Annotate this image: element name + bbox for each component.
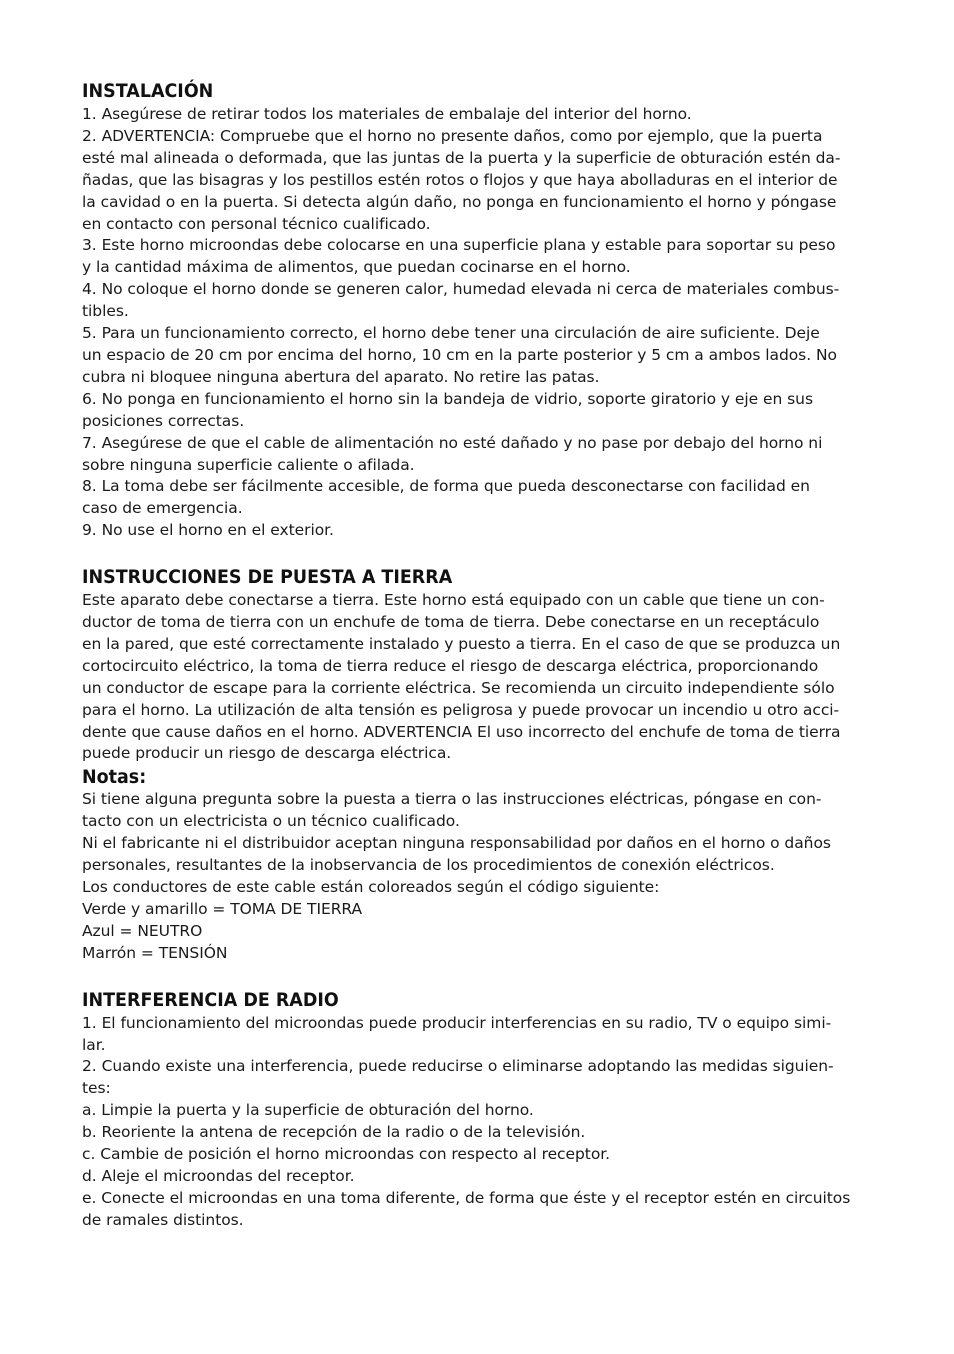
text-line: un espacio de 20 cm por encima del horno, 10 cm en la parte posterior y 5 cm a ambos lados. No <box>82 345 837 364</box>
text-line: Los conductores de este cable están coloreados según el código siguiente: <box>82 878 660 896</box>
section-body <box>82 590 882 765</box>
text-line: tes: <box>82 1079 111 1098</box>
section-notas <box>82 765 882 964</box>
text-line: Azul = NEUTRO <box>82 921 203 940</box>
section-spacer <box>82 542 882 564</box>
section-body <box>82 104 882 542</box>
text-line: en contacto con personal técnico cualificado. <box>82 214 431 233</box>
section-title: INSTALACIÓN <box>82 80 214 102</box>
section-puesta-a-tierra <box>82 564 882 765</box>
text-line: a. Limpie la puerta y la superficie de obturación del horno. <box>82 1101 534 1120</box>
text-line: la cavidad o en la puerta. Si detecta algún daño, no ponga en funcionamiento el horno y póngase <box>82 192 837 211</box>
text-line: cubra ni bloquee ninguna abertura del aparato. No retire las patas. <box>82 367 600 386</box>
text-line: 1. Asegúrese de retirar todos los materiales de embalaje del interior del horno. <box>82 105 692 123</box>
text-line: posiciones correctas. <box>82 411 245 430</box>
text-line: 7. Asegúrese de que el cable de alimentación no esté dañado y no pase por debajo del horno ni <box>82 433 823 452</box>
section-interferencia-radio <box>82 987 882 1232</box>
text-line: ductor de toma de tierra con un enchufe de toma de tierra. Debe conectarse en un receptáculo <box>82 613 820 632</box>
text-line: Ni el fabricante ni el distribuidor aceptan ninguna responsabilidad por daños en el horno o daños <box>82 834 831 853</box>
section-body <box>82 789 882 964</box>
text-line: para el horno. La utilización de alta tensión es peligrosa y puede provocar un incendio u otro acci- <box>82 700 840 719</box>
text-line: c. Cambie de posición el horno microondas con respecto al receptor. <box>82 1145 611 1164</box>
section-instalacion <box>82 78 882 542</box>
section-title: INTERFERENCIA DE RADIO <box>82 988 339 1011</box>
text-line: 3. Este horno microondas debe colocarse en una superficie plana y estable para soportar su peso <box>82 236 836 255</box>
text-line: dente que cause daños en el horno. ADVERTENCIA El uso incorrecto del enchufe de toma de tierra <box>82 722 841 741</box>
text-line: tacto con un electricista o un técnico cualificado. <box>82 812 460 831</box>
notes-title: Notas: <box>82 766 147 789</box>
text-line: Si tiene alguna pregunta sobre la puesta a tierra o las instrucciones eléctricas, póngase en con- <box>82 790 822 809</box>
text-line: 9. No use el horno en el exterior. <box>82 521 334 540</box>
text-line: Verde y amarillo = TOMA DE TIERRA <box>82 899 363 918</box>
text-line: cortocircuito eléctrico, la toma de tierra reduce el riesgo de descarga eléctrica, proporcionando <box>82 656 819 675</box>
text-line: d. Aleje el microondas del receptor. <box>82 1166 355 1185</box>
text-line: 5. Para un funcionamiento correcto, el horno debe tener una circulación de aire suficiente. Deje <box>82 324 820 343</box>
text-line: 2. Cuando existe una interferencia, puede reducirse o eliminarse adoptando las medidas siguien- <box>82 1057 834 1076</box>
text-line: de ramales distintos. <box>82 1210 244 1229</box>
text-line: y la cantidad máxima de alimentos, que puedan cocinarse en el horno. <box>82 258 631 277</box>
text-line: b. Reoriente la antena de recepción de la radio o de la televisión. <box>82 1123 586 1142</box>
text-line: 4. No coloque el horno donde se generen calor, humedad elevada ni cerca de materiales combus- <box>82 280 840 299</box>
text-line: un conductor de escape para la corriente eléctrica. Se recomienda un circuito independiente sólo <box>82 678 835 697</box>
text-line: personales, resultantes de la inobservancia de los procedimientos de conexión eléctricos. <box>82 856 775 875</box>
text-line: sobre ninguna superficie caliente o afilada. <box>82 455 415 474</box>
text-line: 8. La toma debe ser fácilmente accesible, de forma que pueda desconectarse con facilidad en <box>82 477 810 496</box>
text-line: 2. ADVERTENCIA: Compruebe que el horno no presente daños, como por ejemplo, que la puerta <box>82 126 823 145</box>
text-line: puede producir un riesgo de descarga eléctrica. <box>82 744 452 763</box>
section-title: INSTRUCCIONES DE PUESTA A TIERRA <box>82 566 453 589</box>
document-page <box>82 78 882 1232</box>
text-line: en la pared, que esté correctamente instalado y puesto a tierra. En el caso de que se produzca un <box>82 634 841 653</box>
text-line: Este aparato debe conectarse a tierra. Este horno está equipado con un cable que tiene un con- <box>82 591 825 610</box>
text-line: esté mal alineada o deformada, que las juntas de la puerta y la superficie de obturación estén da- <box>82 148 841 167</box>
text-line: ñadas, que las bisagras y los pestillos estén rotos o flojos y que haya abolladuras en el interior de <box>82 170 838 189</box>
section-spacer <box>82 965 882 987</box>
text-line: 6. No ponga en funcionamiento el horno sin la bandeja de vidrio, soporte giratorio y eje en sus <box>82 389 813 408</box>
section-body <box>82 1013 882 1232</box>
text-line: Marrón = TENSIÓN <box>82 943 228 962</box>
text-line: lar. <box>82 1035 106 1054</box>
text-line: 1. El funcionamiento del microondas puede producir interferencias en su radio, TV o equipo simi- <box>82 1013 832 1032</box>
text-line: tibles. <box>82 302 129 321</box>
text-line: caso de emergencia. <box>82 499 243 518</box>
text-line: e. Conecte el microondas en una toma diferente, de forma que éste y el receptor estén en circuitos <box>82 1188 851 1207</box>
